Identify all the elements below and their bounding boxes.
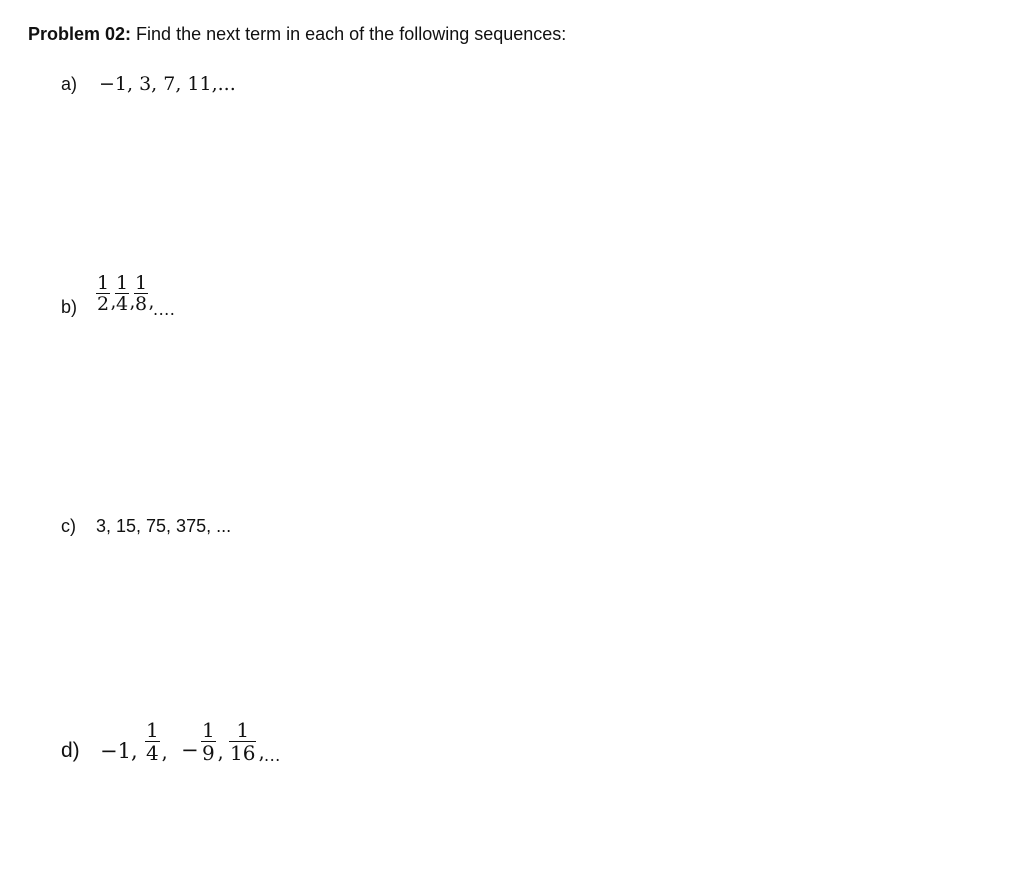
term-sign: − [181,738,199,762]
part-a-label: a) [61,74,78,94]
term-separator: ’ [148,302,155,324]
term-separator: ’ [258,752,265,776]
fraction-numerator: 1 [135,272,148,294]
part-b-fraction [96,273,110,314]
fraction-numerator: 1 [116,272,129,294]
part-b-label: b) [61,297,78,317]
fraction-denominator: 8 [135,293,148,315]
fraction-numerator: 1 [236,718,250,742]
fraction-denominator: 4 [146,741,159,765]
term-separator: ’ [129,302,136,324]
part-d-label: d) [61,739,80,762]
part-d-ellipsis: ... [264,746,281,765]
fraction-denominator: 4 [116,293,129,315]
part-d-fraction [201,719,216,764]
part-d-fraction [145,719,160,764]
term-separator: ’ [217,752,224,776]
fraction-numerator: 1 [202,718,215,742]
part-c-label: c) [61,516,76,536]
term-separator: ’ [161,752,168,776]
fraction-denominator: 9 [202,741,215,765]
fraction-denominator: 2 [97,293,110,315]
part-b-fraction [115,273,129,314]
part-a-sequence: −1, 3, 7, 11,... [99,73,236,95]
part-d-fraction [229,719,256,764]
part-c-sequence: 3, 15, 75, 375, ... [96,516,232,536]
fraction-numerator: 1 [97,272,110,294]
part-b-ellipsis: .... [153,300,176,319]
problem-heading [28,22,566,46]
problem-instruction: Find the next term in each of the following sequences: [131,24,567,44]
part-d-first-term: −1, [100,739,138,763]
term-separator: ’ [110,302,117,324]
fraction-numerator: 1 [146,718,159,742]
part-b-fraction [134,273,148,314]
problem-label: Problem 02: [28,24,132,44]
fraction-denominator: 16 [230,741,256,765]
